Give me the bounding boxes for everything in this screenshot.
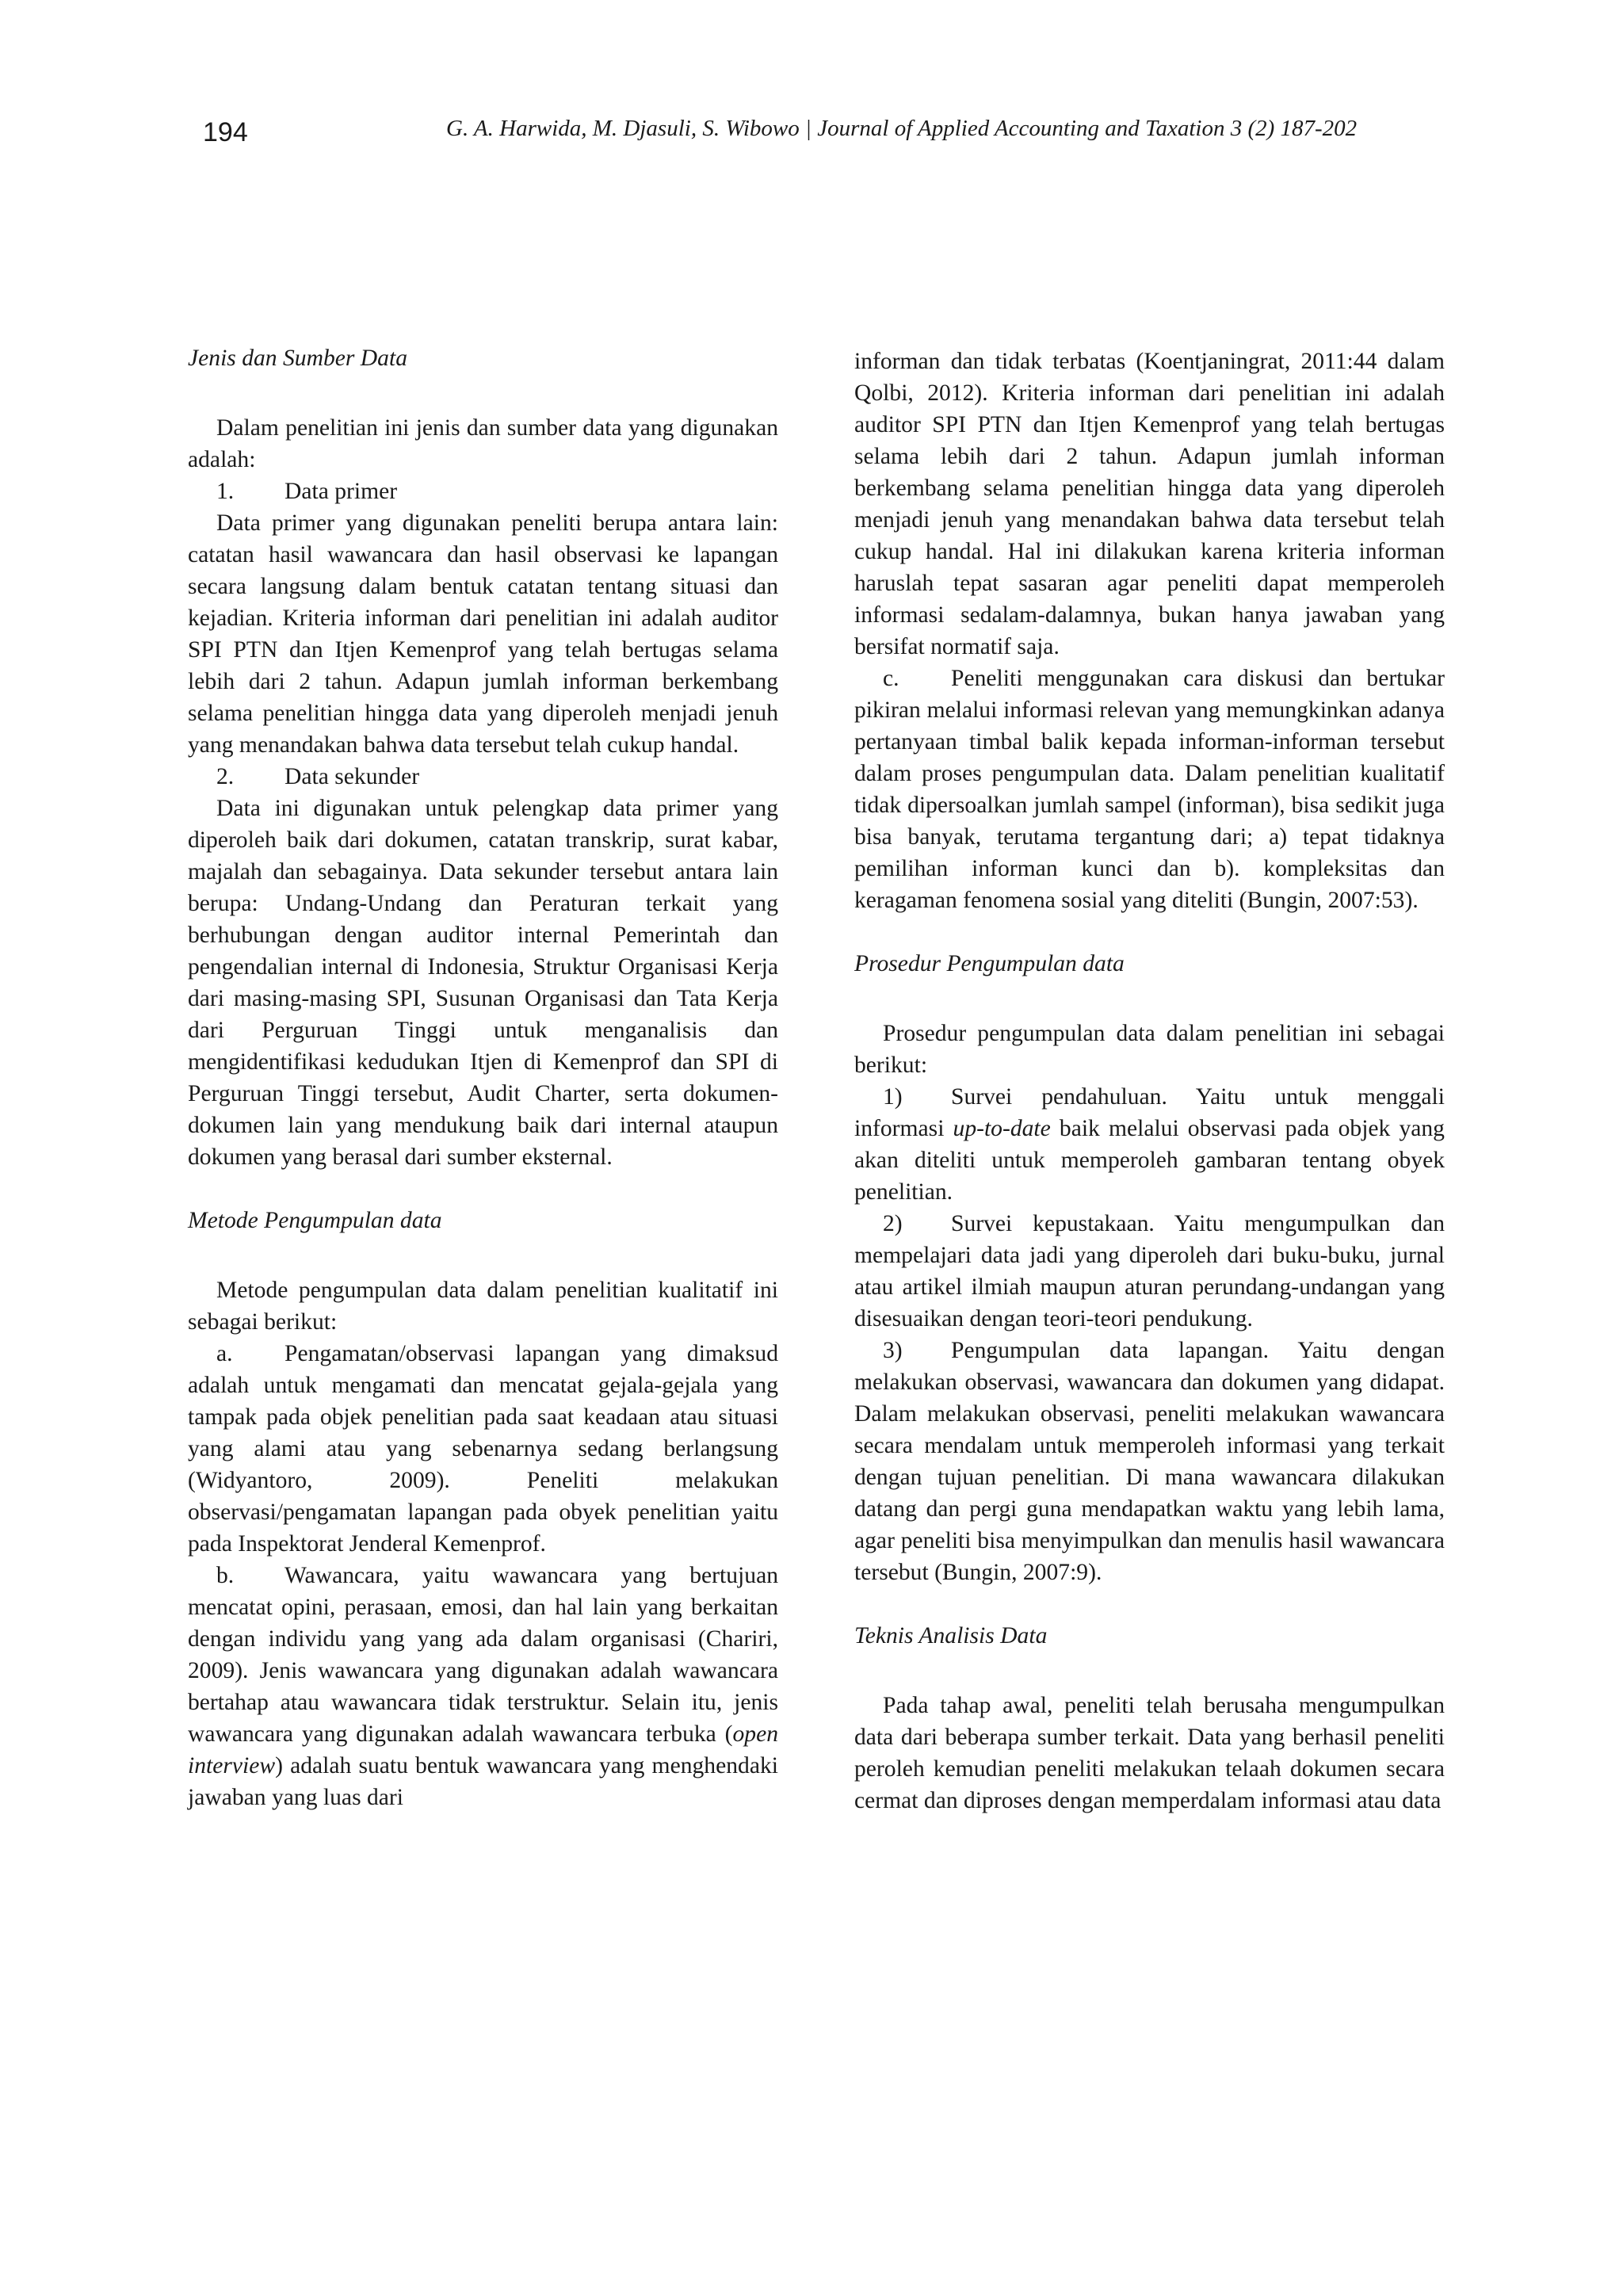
section-heading-teknis: Teknis Analisis Data bbox=[854, 1623, 1048, 1648]
list-marker: 2) bbox=[883, 1211, 903, 1236]
list-item-b bbox=[188, 1560, 778, 1813]
list-marker: b. bbox=[216, 1563, 235, 1588]
paragraph: Data ini digunakan untuk pelengkap data primer yang diperoleh baik dari dokumen, catatan transkrip, surat kabar, majalah dan sebagainya. Data sekunder tersebut antara lain berupa: Undang-Undang dan Peraturan terkait yang berhubungan dengan auditor internal Pemerintah dan pengendalian internal di Indonesia, Struktur Organisasi Kerja dari masing-masing SPI, Susunan Organisasi dan Tata Kerja dari Perguruan Tinggi untuk menganalisis dan mengidentifikasi kedudukan Itjen di Kemenprof dan SPI di Perguruan Tinggi tersebut, Audit Charter, serta dokumen-dokumen lain yang mendukung baik dari internal ataupun dokumen yang berasal dari sumber eksternal. bbox=[188, 796, 778, 1170]
emphasis-text: up-to-date bbox=[953, 1116, 1051, 1141]
running-head: G. A. Harwida, M. Djasuli, S. Wibowo | Journal of Applied Accounting and Taxation 3 (2) 187-202 bbox=[446, 116, 1358, 141]
paragraph: Pada tahap awal, peneliti telah berusaha mengumpulkan data dari beberapa sumber terkait. Data yang berhasil peneliti peroleh kemudian peneliti melakukan telaah dokumen secara cermat dan diproses dengan memperdalam informasi atau data bbox=[854, 1693, 1445, 1813]
list-marker: 1. bbox=[216, 479, 235, 504]
list-item-3 bbox=[854, 1335, 1445, 1588]
section-heading-metode: Metode Pengumpulan data bbox=[188, 1208, 442, 1233]
list-item-title: Data primer bbox=[285, 479, 398, 504]
list-item-text: Survei kepustakaan. Yaitu mengumpulkan dan mempelajari data jadi yang diperoleh dari buku-buku, jurnal atau artikel ilmiah maupun aturan perundang-undangan yang disesuaikan dengan teori-teori pendukung. bbox=[854, 1211, 1445, 1331]
paragraph: Dalam penelitian ini jenis dan sumber data yang digunakan adalah: bbox=[188, 415, 778, 472]
list-marker: c. bbox=[883, 666, 899, 691]
list-item-text: Wawancara, yaitu wawancara yang bertujuan mencatat opini, perasaan, emosi, dan hal lain yang berkaitan dengan individu yang yang ada dalam organisasi (Chariri, 2009). Jenis wawancara yang digunakan adalah wawancara bertahap atau wawancara tidak terstruktur. Selain itu, jenis wawancara yang digunakan adalah wawancara terbuka ( bbox=[188, 1563, 778, 1747]
section-heading-prosedur: Prosedur Pengumpulan data bbox=[854, 951, 1125, 976]
section-heading-jenis: Jenis dan Sumber Data bbox=[188, 346, 407, 371]
page-number: 194 bbox=[203, 117, 248, 147]
list-item-text: Survei pendahuluan. Yaitu untuk menggali informasi bbox=[854, 1084, 1445, 1141]
paragraph: Prosedur pengumpulan data dalam penelitian ini sebagai berikut: bbox=[854, 1021, 1445, 1078]
list-item-text: Peneliti menggunakan cara diskusi dan bertukar pikiran melalui informasi relevan yang memungkinkan adanya pertanyaan timbal balik kepada informan-informan tersebut dalam proses pengumpulan data. Dalam penelitian kualitatif tidak dipersoalkan jumlah sampel (informan), bisa sedikit juga bisa banyak, terutama tergantung dari; a) tepat tidaknya pemilihan informan kunci dan b). kompleksitas dan keragaman fenomena sosial yang diteliti (Bungin, 2007:53). bbox=[854, 666, 1445, 913]
list-marker: a. bbox=[216, 1341, 233, 1366]
list-item-title: Data sekunder bbox=[285, 764, 420, 789]
emphasis-text: open interview bbox=[188, 1721, 778, 1778]
list-item-a bbox=[188, 1338, 778, 1560]
list-item-text: ) adalah suatu bentuk wawancara yang menghendaki jawaban yang luas dari bbox=[188, 1753, 778, 1810]
list-item-text: Pengumpulan data lapangan. Yaitu dengan melakukan observasi, wawancara dan dokumen yang didapat. Dalam melakukan observasi, peneliti melakukan wawancara secara mendalam untuk memperoleh informasi yang terkait dengan tujuan penelitian. Di mana wawancara dilakukan datang dan pergi guna mendapatkan waktu yang lebih lama, agar peneliti bisa menyimpulkan dan menulis hasil wawancara tersebut (Bungin, 2007:9). bbox=[854, 1338, 1445, 1585]
list-item-text: Pengamatan/observasi lapangan yang dimaksud adalah untuk mengamati dan mencatat gejala-gejala yang tampak pada objek penelitian pada saat keadaan atau situasi yang alami atau yang sebenarnya sedang berlangsung (Widyantoro, 2009). Peneliti melakukan observasi/pengamatan lapangan pada obyek penelitian yaitu pada Inspektorat Jenderal Kemenprof. bbox=[188, 1341, 778, 1557]
list-marker: 3) bbox=[883, 1338, 903, 1363]
paragraph: informan dan tidak terbatas (Koentjaningrat, 2011:44 dalam Qolbi, 2012). Kriteria informan dari penelitian ini adalah auditor SPI PTN dan Itjen Kemenprof yang telah bertugas selama lebih dari 2 tahun. Adapun jumlah informan berkembang selama penelitian hingga data yang diperoleh menjadi jenuh yang menandakan bahwa data tersebut telah cukup handal. Hal ini dilakukan karena kriteria informan haruslah tepat sasaran agar peneliti dapat memperoleh informasi sedalam-dalamnya, bukan hanya jawaban yang bersifat normatif saja. bbox=[854, 349, 1445, 659]
list-marker: 2. bbox=[216, 764, 235, 789]
right-column bbox=[854, 346, 1445, 1817]
list-item-data-primer bbox=[188, 476, 778, 507]
list-item-1 bbox=[854, 1081, 1445, 1208]
list-item-data-sekunder bbox=[188, 761, 778, 793]
list-item-2 bbox=[854, 1208, 1445, 1335]
list-marker: 1) bbox=[883, 1084, 903, 1110]
list-item-c bbox=[854, 663, 1445, 916]
paragraph: Data primer yang digunakan peneliti berupa antara lain: catatan hasil wawancara dan hasil observasi ke lapangan secara langsung dalam bentuk catatan tentang situasi dan kejadian. Kriteria informan dari penelitian ini adalah auditor SPI PTN dan Itjen Kemenprof yang telah bertugas selama lebih dari 2 tahun. Adapun jumlah informan berkembang selama penelitian hingga data yang diperoleh menjadi jenuh yang menandakan bahwa data tersebut telah cukup handal. bbox=[188, 510, 778, 758]
list-item-text: baik melalui observasi pada objek yang akan diteliti untuk memperoleh gambaran tentang obyek penelitian. bbox=[854, 1116, 1445, 1205]
left-column bbox=[188, 342, 778, 1813]
paragraph: Metode pengumpulan data dalam penelitian kualitatif ini sebagai berikut: bbox=[188, 1278, 778, 1335]
